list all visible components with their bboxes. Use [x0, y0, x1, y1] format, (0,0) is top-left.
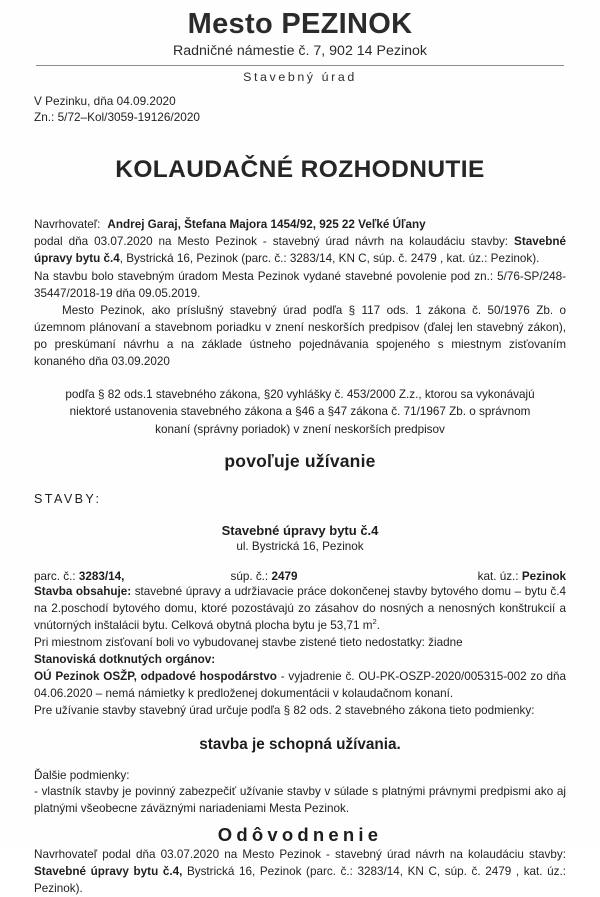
parcel-number-value: 3283/14, — [78, 569, 125, 583]
opinion-item — [34, 668, 566, 702]
parcel-info-row — [34, 570, 566, 583]
justification-text-1: Navrhovateľ podal dňa 03.07.2020 na Mesto Pezinok - stavebný úrad návrh na kolaudáciu stavby: — [34, 848, 566, 862]
header-divider — [36, 65, 564, 66]
building-number-cell — [231, 570, 298, 583]
legal-basis-paragraph: podľa § 82 ods.1 stavebného zákona, §20 vyhlášky č. 453/2000 Z.z., ktorou sa vykonávajú niektoré ustanovenia stavebného zákona a §46 a §47 zákona č. 71/1967 Zb. o správnom konaní (správny poriadok) v znení neskorších predpisov — [65, 388, 535, 436]
scope-text: stavebné úpravy a udržiavacie práce dokončenej stavby bytového domu – bytu č.4 na 2.poschodí bytového domu, ktoré pozostávajú zo zásahov do nosných a nenosných konštrukcií a vnútorných inštalácii bytu. Celková obytná plocha bytu je 53,71 m — [34, 584, 566, 633]
intro-construction-name: Stavebné úpravy bytu č.4 — [34, 235, 566, 266]
further-conditions-item: - vlastník stavby je povinný zabezpečiť užívanie stavby v súlade s platnými právnymi predpismi ako aj platnými všeobecne záväznými nariadeniami Mesta Pezinok. — [34, 785, 566, 816]
building-number-label: súp. č.: — [230, 569, 269, 583]
cadastral-area-value: Pezinok — [521, 569, 566, 583]
applicant-value: Andrej Garaj, Štefana Majora 1454/92, 925 22 Veľké Úľany — [107, 218, 426, 232]
intro-text-2: , Bystrická 16, Pezinok (parc. č.: 3283/14, KN C, súp. č. 2479 , kat. úz.: Pezinok). — [119, 252, 540, 266]
place-and-date: V Pezinku, dňa 04.09.2020 — [34, 93, 176, 108]
intro-text-1: podal dňa 03.07.2020 na Mesto Pezinok - stavebný úrad návrh na kolaudáciu stavby: — [34, 235, 515, 249]
organization-name: Mesto PEZINOK — [187, 8, 413, 40]
stavby-label: STAVBY: — [34, 491, 102, 506]
opinions-heading-text: Stanoviská dotknutých orgánov: — [34, 653, 216, 667]
reference-block — [34, 93, 566, 126]
permit-reference-paragraph: Na stavbu bolo stavebným úradom Mesta Pezinok vydané stavebné povolenie pod zn.: 5/76-SP/248-35447/2018-19 dňa 09.05.2019. — [34, 269, 566, 300]
justification-construction-name: Stavebné úpravy bytu č.4, — [34, 865, 183, 879]
applicant-row — [34, 216, 566, 233]
opinion-detail-text: - vyjadrenie č. OU-PK-OSZP-2020/005315-002 zo dňa 04.06.2020 – nemá námietky k predloženej dokumentácii v kolaudačnom konaní. — [34, 670, 567, 701]
opinion-authority-name: OÚ Pezinok OSŽP, odpadové hospodárstvo — [34, 670, 277, 684]
page-title: KOLAUDAČNÉ ROZHODNUTIE — [115, 156, 485, 184]
scope-text-end: . — [376, 619, 380, 633]
further-conditions-heading: Ďalšie podmienky: — [34, 768, 130, 782]
cadastral-area-cell — [478, 570, 566, 583]
building-number-value: 2479 — [271, 569, 298, 583]
authority-paragraph: Mesto Pezinok, ako príslušný stavebný úrad podľa § 117 ods. 1 zákona č. 50/1976 Zb. o územnom plánovaní a stavebnom poriadku v znení neskorších predpisov (ďalej len stavebný zákon), po preskúmaní návrhu a na základe ústneho pojednávania spojeného s miestnym zisťovaním konaného dňa 03.09.2020 — [34, 303, 566, 368]
justification-heading: Odôvodnenie — [217, 824, 383, 846]
scope-paragraph — [34, 583, 566, 634]
applicant-label: Navrhovateľ: — [34, 218, 101, 232]
justification-text-2: Bystrická 16, Pezinok (parc. č.: 3283/14, KN C, súp. č. 2479 , kat. úz.: Pezinok). — [34, 865, 566, 896]
file-number: Zn.: 5/72–Kol/3059-19126/2020 — [34, 110, 200, 125]
intro-paragraph — [34, 233, 566, 267]
construction-street: ul. Bystrická 16, Pezinok — [236, 539, 364, 553]
cadastral-area-label: kat. úz.: — [477, 569, 519, 583]
justification-paragraph — [34, 846, 566, 897]
department-name: Stavebný úrad — [243, 69, 357, 84]
usability-statement: stavba je schopná užívania. — [199, 735, 401, 753]
area-unit-superscript: 2 — [372, 617, 377, 627]
defects-paragraph: Pri miestnom zisťovaní boli vo vybudovanej stavbe zistené tieto nedostatky: žiadne — [34, 636, 463, 650]
conditions-intro-paragraph: Pre užívanie stavby stavebný úrad určuje podľa § 82 ods. 2 stavebného zákona tieto podmienky: — [34, 704, 535, 718]
organization-address: Radničné námestie č. 7, 902 14 Pezinok — [173, 42, 427, 59]
further-conditions-block — [34, 768, 566, 819]
opinions-heading — [34, 651, 566, 668]
parcel-number-cell — [34, 570, 124, 583]
parcel-number-label: parc. č.: — [34, 569, 76, 583]
permit-headline: povoľuje užívanie — [224, 450, 376, 471]
scope-label: Stavba obsahuje: — [34, 584, 132, 598]
construction-name: Stavebné úpravy bytu č.4 — [221, 522, 379, 538]
letterhead — [34, 0, 566, 84]
